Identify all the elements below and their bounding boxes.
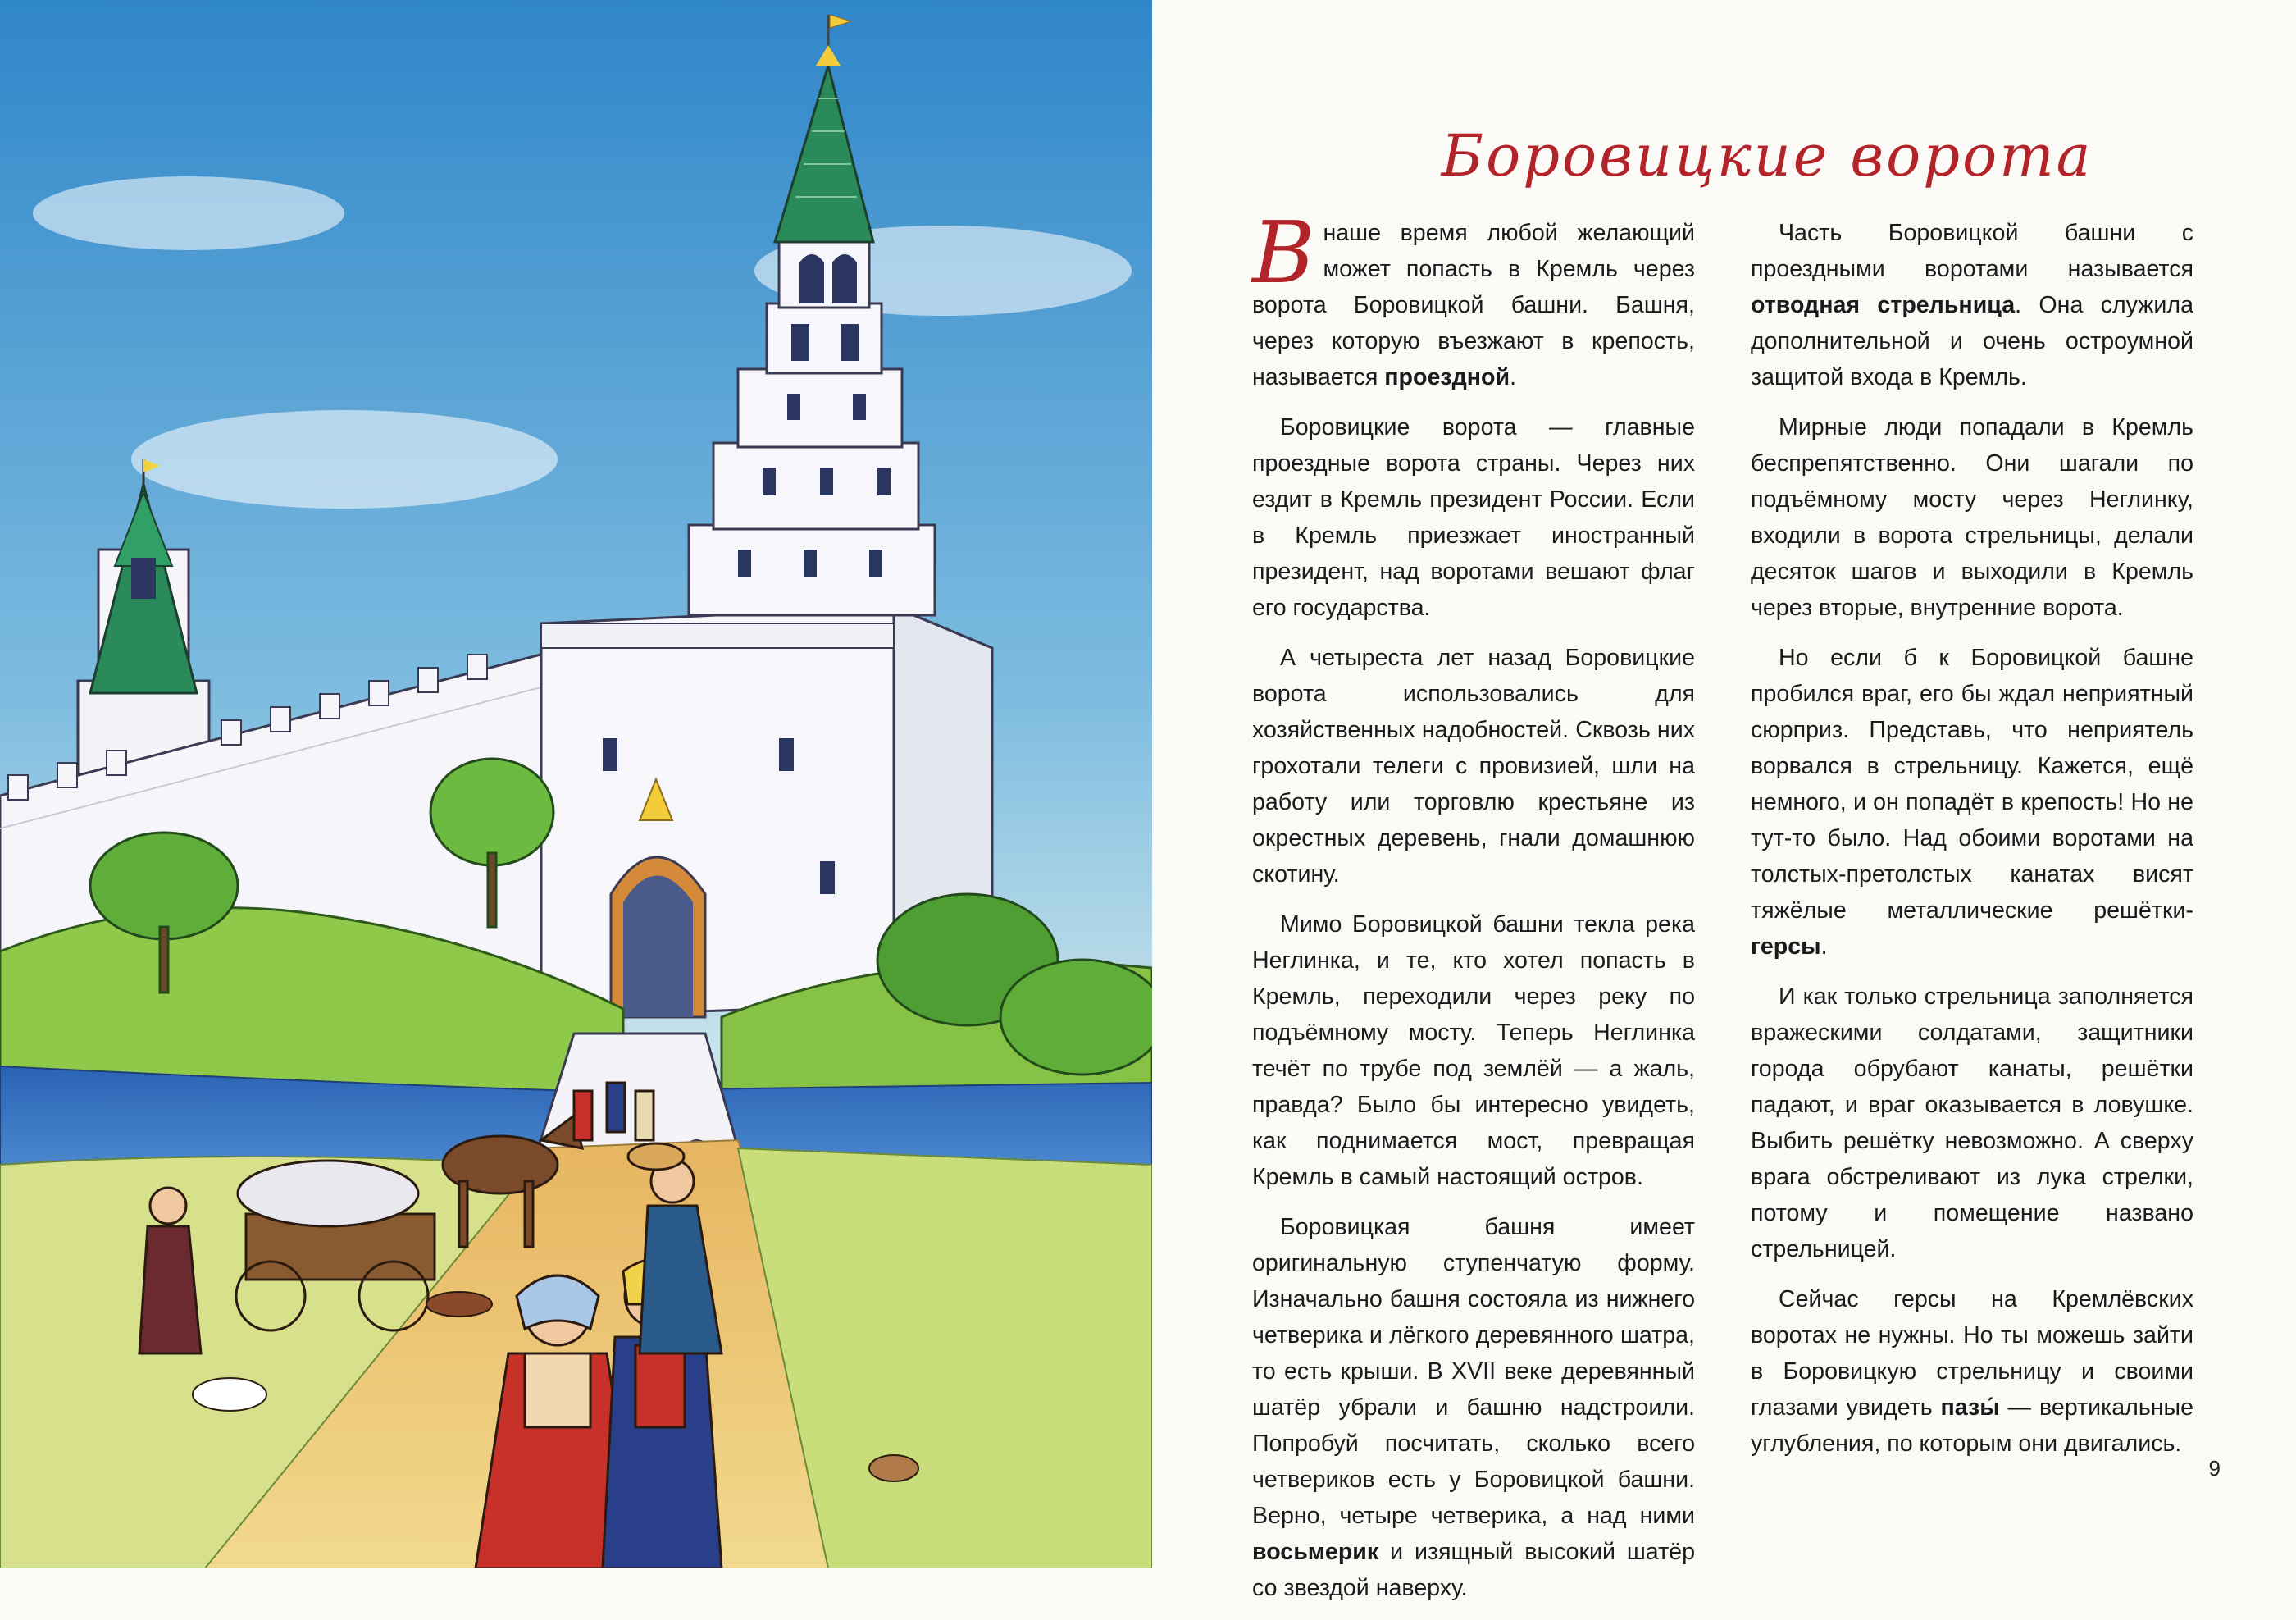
text-column-left xyxy=(1252,203,1695,1620)
paragraph-2: Боровицкие ворота — главные проездные ворота страны. Через них ездит в Кремль президент России. Если в Кремль приезжает иностранный президент, над воротами вешают флаг его государства. xyxy=(1252,414,1695,621)
term-otvodnaya-strelnitsa: отводная стрельница xyxy=(1751,292,2016,318)
term-gersy: герсы xyxy=(1751,933,1821,960)
term-vosmerik: восьмерик xyxy=(1252,1539,1379,1565)
paragraph-10: Сейчас герсы на Кремлёвских воротах не нужны. Но ты можешь зайти в Боровицкую стрельницу и своими глазами увидеть пазы́ — вертикальные углубления, по которым они двигались. xyxy=(1751,1286,2194,1457)
paragraph-9: И как только стрельница заполняется вражескими солдатами, защитники города обрубают канаты, решётки падают, и враг оказывается в ловушке. Выбить решётку невозможно. А сверху врага обстреливают из лука стрелки, потому и помещение названо стрельницей. xyxy=(1751,983,2194,1262)
term-proezdnoy: проездной xyxy=(1384,364,1510,390)
term-pazy: пазы́ xyxy=(1940,1394,2000,1421)
paragraph-5: Боровицкая башня имеет оригинальную ступенчатую форму. Изначально башня состояла из нижнего четверика и лёгкого деревянного шатра, то есть крыши. В XVII веке деревянный шатёр убрали и башню надстроили. Попробуй посчитать, сколько всего четвериков есть у Боровицкой башни. Верно, четыре четверика, а над ними восьмерик и изящный высокий шатёр со звездой наверху. xyxy=(1252,1214,1695,1601)
drop-cap: В xyxy=(1252,203,1315,303)
paragraph-4: Мимо Боровицкой башни текла река Неглинка, и те, кто хотел попасть в Кремль, переходили через реку по подъёмному мосту. Теперь Неглинка течёт по трубе под землёй — а жаль, правда? Было бы интересно увидеть, как поднимается мост, превращая Кремль в самый настоящий остров. xyxy=(1252,911,1695,1190)
paragraph-6: Часть Боровицкой башни с проездными воротами называется отводная стрельница. Она служила дополнительной и очень остроумной защитой входа в Кремль. xyxy=(1751,220,2194,390)
text-column-right xyxy=(1751,215,2194,1476)
text-page xyxy=(1152,0,2296,1601)
paragraph-7: Мирные люди попадали в Кремль беспрепятственно. Они шагали по подъёмному мосту через Неглинку, входили в ворота стрельницы, делали десяток шагов и выходили в Кремль через вторые, внутренние ворота. xyxy=(1751,414,2194,621)
kremlin-illustration xyxy=(0,0,1152,1568)
paragraph-8: Но если б к Боровицкой башне пробился враг, его бы ждал неприятный сюрприз. Представь, что неприятель ворвался в стрельницу. Кажется, ещё немного, и он попадёт в крепость! Но не тут-то было. Над обоими воротами на толстых-претолстых канатах висят тяжёлые металлические решётки-герсы. xyxy=(1751,645,2194,960)
paragraph-3: А четыреста лет назад Боровицкие ворота использовались для хозяйственных надобностей. Сквозь них грохотали телеги с провизией, шли на работу или торговлю крестьяне из окрестных деревень, гнали домашнюю скотину. xyxy=(1252,645,1695,888)
page-number: 9 xyxy=(2208,1456,2221,1481)
paragraph-1: В наше время любой желающий может попасть в Кремль через ворота Боровицкой башни. Башня, через которую въезжают в крепость, называется проездной. xyxy=(1252,203,1695,390)
page-title: Боровицкие ворота xyxy=(1441,122,2093,189)
